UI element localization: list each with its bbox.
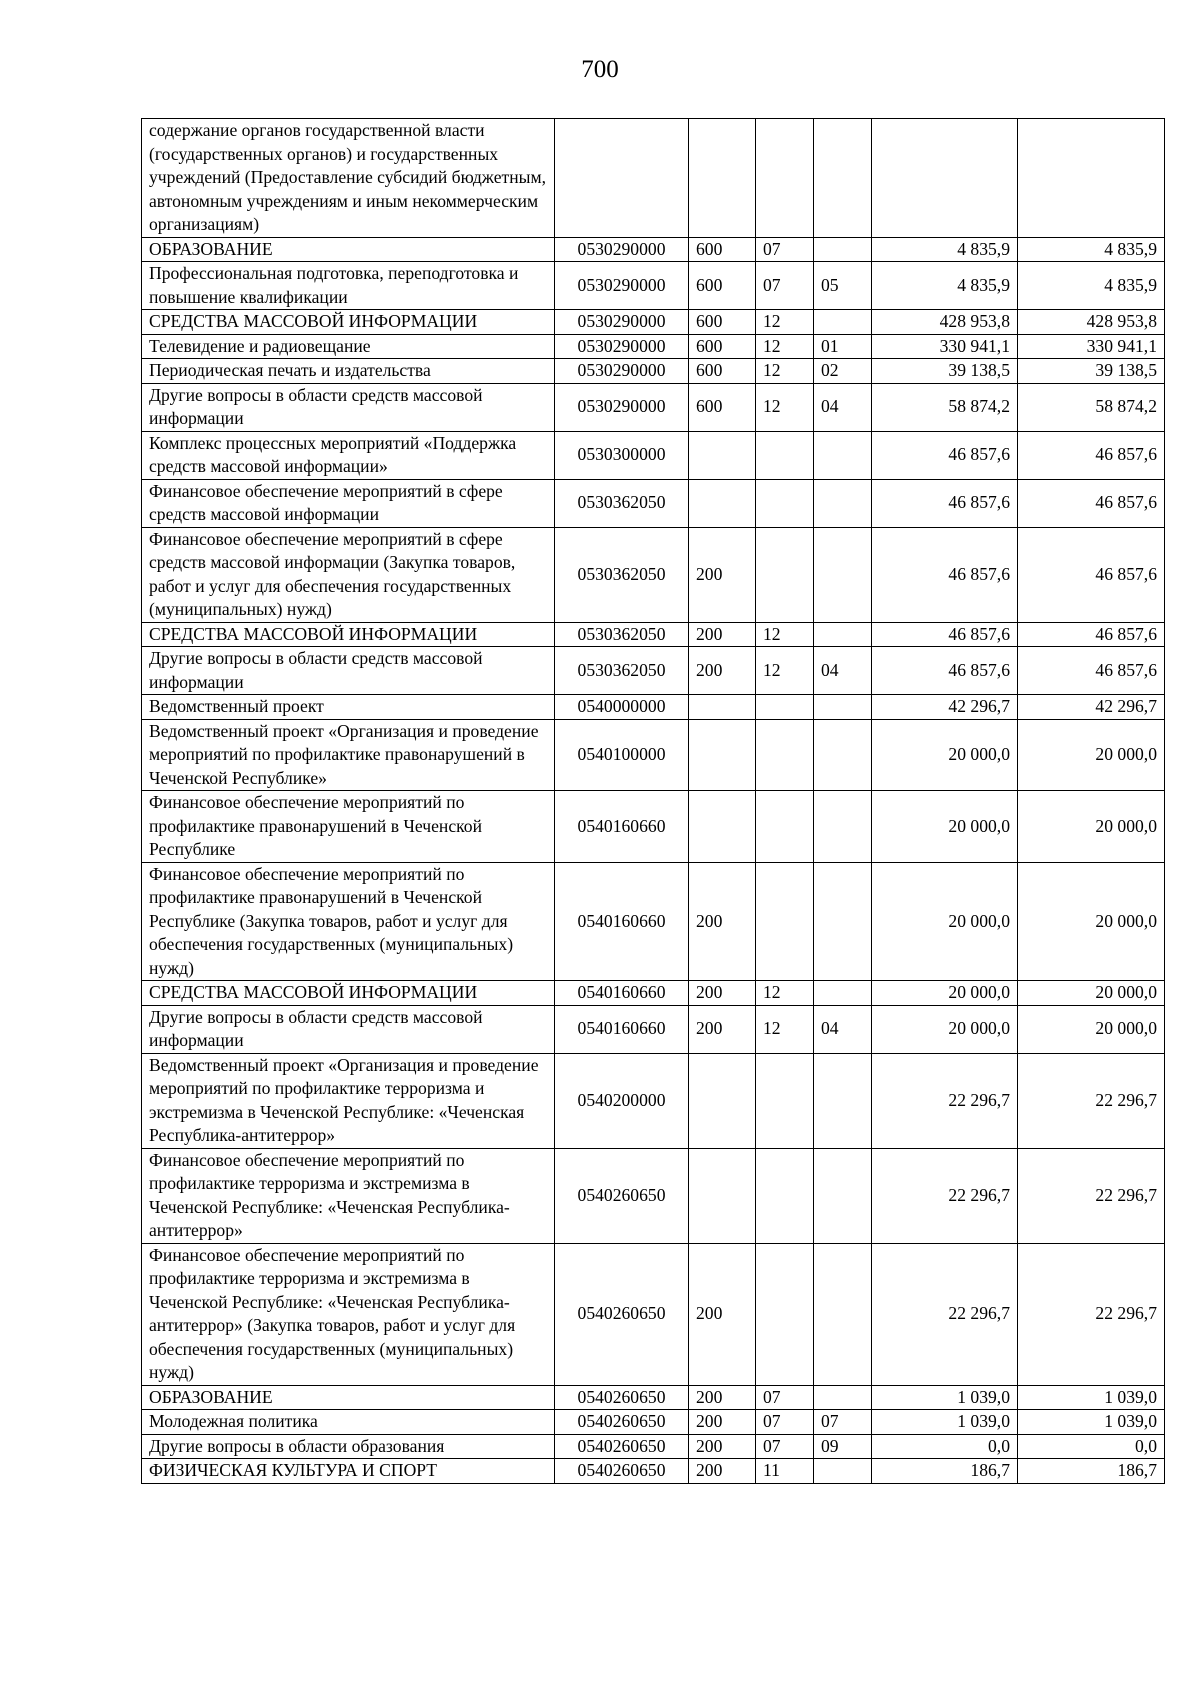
row-name-cell: Ведомственный проект «Организация и проведение мероприятий по профилактике терроризма и экстремизма в Чеченской Республике: «Чеченская Республика-антитеррор» <box>142 1053 555 1148</box>
row-code-cell: 0540260650 <box>555 1459 689 1484</box>
table-row <box>142 119 1165 238</box>
row-sum2-cell: 22 296,7 <box>1018 1148 1165 1243</box>
table-row <box>142 479 1165 527</box>
page-number: 700 <box>581 56 619 83</box>
row-pr-cell <box>814 1459 872 1484</box>
row-vr-cell <box>689 431 756 479</box>
row-name-cell: Финансовое обеспечение мероприятий по профилактике правонарушений в Чеченской Республике (Закупка товаров, работ и услуг для обеспечения государственных (муниципальных) нужд) <box>142 862 555 981</box>
row-pr-cell <box>814 1053 872 1148</box>
table-row <box>142 262 1165 310</box>
row-rz-cell: 12 <box>756 647 814 695</box>
row-sum1-cell: 330 941,1 <box>872 334 1018 359</box>
table-row <box>142 1385 1165 1410</box>
table-row <box>142 791 1165 863</box>
table-row <box>142 862 1165 981</box>
row-code-cell: 0540000000 <box>555 695 689 720</box>
row-sum1-cell: 22 296,7 <box>872 1053 1018 1148</box>
row-name-cell: СРЕДСТВА МАССОВОЙ ИНФОРМАЦИИ <box>142 622 555 647</box>
row-rz-cell <box>756 1053 814 1148</box>
row-sum2-cell: 46 857,6 <box>1018 527 1165 622</box>
row-sum1-cell: 428 953,8 <box>872 310 1018 335</box>
row-vr-cell <box>689 719 756 791</box>
row-name-cell: ОБРАЗОВАНИЕ <box>142 1385 555 1410</box>
row-rz-cell: 11 <box>756 1459 814 1484</box>
row-sum2-cell: 20 000,0 <box>1018 862 1165 981</box>
row-name-cell: ОБРАЗОВАНИЕ <box>142 237 555 262</box>
row-sum1-cell: 0,0 <box>872 1434 1018 1459</box>
table-row <box>142 359 1165 384</box>
row-code-cell: 0530290000 <box>555 359 689 384</box>
row-vr-cell <box>689 1053 756 1148</box>
row-pr-cell <box>814 431 872 479</box>
row-sum2-cell: 20 000,0 <box>1018 791 1165 863</box>
row-rz-cell <box>756 695 814 720</box>
row-code-cell: 0540160660 <box>555 862 689 981</box>
row-vr-cell: 600 <box>689 237 756 262</box>
row-sum1-cell: 42 296,7 <box>872 695 1018 720</box>
row-sum1-cell: 46 857,6 <box>872 622 1018 647</box>
table-row <box>142 981 1165 1006</box>
row-rz-cell: 12 <box>756 334 814 359</box>
row-rz-cell <box>756 527 814 622</box>
table-row <box>142 383 1165 431</box>
row-rz-cell: 12 <box>756 622 814 647</box>
row-rz-cell <box>756 119 814 238</box>
row-vr-cell: 200 <box>689 622 756 647</box>
row-pr-cell <box>814 791 872 863</box>
row-rz-cell: 07 <box>756 1434 814 1459</box>
row-code-cell: 0540260650 <box>555 1410 689 1435</box>
row-sum2-cell: 22 296,7 <box>1018 1243 1165 1385</box>
row-sum2-cell: 330 941,1 <box>1018 334 1165 359</box>
row-name-cell: Другие вопросы в области средств массовой информации <box>142 383 555 431</box>
row-code-cell: 0530362050 <box>555 527 689 622</box>
table-row <box>142 1410 1165 1435</box>
row-pr-cell: 01 <box>814 334 872 359</box>
row-vr-cell <box>689 791 756 863</box>
row-sum2-cell: 20 000,0 <box>1018 1005 1165 1053</box>
row-sum1-cell: 1 039,0 <box>872 1410 1018 1435</box>
row-code-cell: 0540260650 <box>555 1434 689 1459</box>
row-rz-cell: 07 <box>756 262 814 310</box>
row-sum1-cell: 20 000,0 <box>872 981 1018 1006</box>
row-sum2-cell: 0,0 <box>1018 1434 1165 1459</box>
table-row <box>142 719 1165 791</box>
row-vr-cell <box>689 479 756 527</box>
row-sum2-cell: 58 874,2 <box>1018 383 1165 431</box>
row-code-cell: 0530362050 <box>555 479 689 527</box>
row-vr-cell: 200 <box>689 647 756 695</box>
row-pr-cell <box>814 862 872 981</box>
row-pr-cell <box>814 310 872 335</box>
row-pr-cell <box>814 479 872 527</box>
row-rz-cell <box>756 719 814 791</box>
table-body <box>142 119 1165 1484</box>
row-sum2-cell: 20 000,0 <box>1018 981 1165 1006</box>
row-sum2-cell: 39 138,5 <box>1018 359 1165 384</box>
row-name-cell: содержание органов государственной власти (государственных органов) и государственных учреждений (Предоставление субсидий бюджетным, автономным учреждениям и иным некоммерческим организациям) <box>142 119 555 238</box>
row-name-cell: Финансовое обеспечение мероприятий по профилактике правонарушений в Чеченской Республике <box>142 791 555 863</box>
row-rz-cell <box>756 1148 814 1243</box>
row-sum1-cell: 20 000,0 <box>872 719 1018 791</box>
row-pr-cell <box>814 119 872 238</box>
row-sum1-cell: 22 296,7 <box>872 1148 1018 1243</box>
row-sum1-cell <box>872 119 1018 238</box>
row-pr-cell <box>814 695 872 720</box>
row-code-cell: 0530362050 <box>555 647 689 695</box>
table-row <box>142 1053 1165 1148</box>
row-name-cell: Комплекс процессных мероприятий «Поддержка средств массовой информации» <box>142 431 555 479</box>
row-sum2-cell: 4 835,9 <box>1018 237 1165 262</box>
row-rz-cell: 12 <box>756 383 814 431</box>
row-pr-cell: 04 <box>814 383 872 431</box>
row-rz-cell <box>756 791 814 863</box>
table-row <box>142 1005 1165 1053</box>
row-pr-cell: 09 <box>814 1434 872 1459</box>
row-sum2-cell: 46 857,6 <box>1018 479 1165 527</box>
row-code-cell: 0530290000 <box>555 237 689 262</box>
row-sum2-cell: 186,7 <box>1018 1459 1165 1484</box>
row-code-cell: 0540200000 <box>555 1053 689 1148</box>
row-pr-cell <box>814 981 872 1006</box>
row-code-cell: 0540160660 <box>555 1005 689 1053</box>
table-row <box>142 431 1165 479</box>
row-vr-cell: 200 <box>689 527 756 622</box>
row-sum1-cell: 39 138,5 <box>872 359 1018 384</box>
row-sum1-cell: 1 039,0 <box>872 1385 1018 1410</box>
table-row <box>142 1148 1165 1243</box>
row-pr-cell <box>814 1148 872 1243</box>
row-sum1-cell: 46 857,6 <box>872 431 1018 479</box>
row-vr-cell: 600 <box>689 310 756 335</box>
table-row <box>142 527 1165 622</box>
row-code-cell: 0540160660 <box>555 791 689 863</box>
row-sum1-cell: 20 000,0 <box>872 791 1018 863</box>
row-sum2-cell: 42 296,7 <box>1018 695 1165 720</box>
table-row <box>142 1243 1165 1385</box>
row-code-cell: 0540260650 <box>555 1385 689 1410</box>
row-rz-cell: 12 <box>756 310 814 335</box>
row-sum2-cell <box>1018 119 1165 238</box>
row-sum1-cell: 4 835,9 <box>872 262 1018 310</box>
row-pr-cell: 04 <box>814 647 872 695</box>
row-name-cell: Периодическая печать и издательства <box>142 359 555 384</box>
row-vr-cell: 200 <box>689 981 756 1006</box>
table-row <box>142 310 1165 335</box>
row-pr-cell <box>814 527 872 622</box>
table-row <box>142 647 1165 695</box>
row-code-cell: 0530290000 <box>555 334 689 359</box>
row-sum2-cell: 22 296,7 <box>1018 1053 1165 1148</box>
row-sum2-cell: 1 039,0 <box>1018 1410 1165 1435</box>
row-rz-cell <box>756 1243 814 1385</box>
row-name-cell: СРЕДСТВА МАССОВОЙ ИНФОРМАЦИИ <box>142 981 555 1006</box>
row-pr-cell <box>814 719 872 791</box>
row-rz-cell: 12 <box>756 981 814 1006</box>
table-row <box>142 237 1165 262</box>
row-name-cell: Другие вопросы в области образования <box>142 1434 555 1459</box>
row-code-cell: 0530300000 <box>555 431 689 479</box>
row-rz-cell: 07 <box>756 1410 814 1435</box>
row-name-cell: ФИЗИЧЕСКАЯ КУЛЬТУРА И СПОРТ <box>142 1459 555 1484</box>
table-row <box>142 622 1165 647</box>
row-code-cell: 0540260650 <box>555 1148 689 1243</box>
row-vr-cell <box>689 1148 756 1243</box>
row-code-cell: 0530290000 <box>555 383 689 431</box>
row-name-cell: СРЕДСТВА МАССОВОЙ ИНФОРМАЦИИ <box>142 310 555 335</box>
row-pr-cell <box>814 622 872 647</box>
row-code-cell: 0540260650 <box>555 1243 689 1385</box>
row-name-cell: Профессиональная подготовка, переподготовка и повышение квалификации <box>142 262 555 310</box>
row-pr-cell: 07 <box>814 1410 872 1435</box>
row-name-cell: Ведомственный проект <box>142 695 555 720</box>
row-sum2-cell: 1 039,0 <box>1018 1385 1165 1410</box>
row-pr-cell: 05 <box>814 262 872 310</box>
row-name-cell: Молодежная политика <box>142 1410 555 1435</box>
row-pr-cell <box>814 237 872 262</box>
row-name-cell: Телевидение и радиовещание <box>142 334 555 359</box>
row-vr-cell: 600 <box>689 359 756 384</box>
row-pr-cell: 02 <box>814 359 872 384</box>
row-rz-cell: 07 <box>756 1385 814 1410</box>
row-code-cell: 0530362050 <box>555 622 689 647</box>
row-sum1-cell: 46 857,6 <box>872 527 1018 622</box>
row-sum2-cell: 20 000,0 <box>1018 719 1165 791</box>
row-name-cell: Финансовое обеспечение мероприятий по профилактике терроризма и экстремизма в Чеченской Республике: «Чеченская Республика-антитеррор» (Закупка товаров, работ и услуг для обеспечения государственных (муниципальных) нужд) <box>142 1243 555 1385</box>
row-name-cell: Финансовое обеспечение мероприятий по профилактике терроризма и экстремизма в Чеченской Республике: «Чеченская Республика-антитеррор» <box>142 1148 555 1243</box>
row-name-cell: Финансовое обеспечение мероприятий в сфере средств массовой информации <box>142 479 555 527</box>
row-code-cell: 0540160660 <box>555 981 689 1006</box>
row-rz-cell <box>756 479 814 527</box>
table-row <box>142 334 1165 359</box>
row-vr-cell <box>689 119 756 238</box>
row-vr-cell: 200 <box>689 1434 756 1459</box>
budget-table <box>141 118 1165 1484</box>
row-sum2-cell: 46 857,6 <box>1018 431 1165 479</box>
row-vr-cell: 200 <box>689 862 756 981</box>
row-pr-cell <box>814 1243 872 1385</box>
row-pr-cell: 04 <box>814 1005 872 1053</box>
row-rz-cell: 07 <box>756 237 814 262</box>
row-vr-cell <box>689 695 756 720</box>
row-vr-cell: 200 <box>689 1005 756 1053</box>
table-row <box>142 695 1165 720</box>
row-code-cell <box>555 119 689 238</box>
row-vr-cell: 600 <box>689 383 756 431</box>
row-vr-cell: 200 <box>689 1385 756 1410</box>
row-rz-cell: 12 <box>756 1005 814 1053</box>
row-vr-cell: 600 <box>689 262 756 310</box>
table-row <box>142 1459 1165 1484</box>
row-sum1-cell: 46 857,6 <box>872 479 1018 527</box>
row-vr-cell: 200 <box>689 1410 756 1435</box>
row-vr-cell: 200 <box>689 1243 756 1385</box>
row-code-cell: 0530290000 <box>555 310 689 335</box>
row-name-cell: Другие вопросы в области средств массовой информации <box>142 1005 555 1053</box>
row-sum1-cell: 58 874,2 <box>872 383 1018 431</box>
row-sum2-cell: 46 857,6 <box>1018 622 1165 647</box>
row-sum2-cell: 4 835,9 <box>1018 262 1165 310</box>
row-vr-cell: 200 <box>689 1459 756 1484</box>
row-name-cell: Финансовое обеспечение мероприятий в сфере средств массовой информации (Закупка товаров, работ и услуг для обеспечения государственных (муниципальных) нужд) <box>142 527 555 622</box>
row-pr-cell <box>814 1385 872 1410</box>
row-code-cell: 0540100000 <box>555 719 689 791</box>
row-sum2-cell: 428 953,8 <box>1018 310 1165 335</box>
row-sum1-cell: 20 000,0 <box>872 1005 1018 1053</box>
row-code-cell: 0530290000 <box>555 262 689 310</box>
row-rz-cell <box>756 431 814 479</box>
row-sum2-cell: 46 857,6 <box>1018 647 1165 695</box>
row-name-cell: Другие вопросы в области средств массовой информации <box>142 647 555 695</box>
row-rz-cell: 12 <box>756 359 814 384</box>
row-sum1-cell: 4 835,9 <box>872 237 1018 262</box>
row-rz-cell <box>756 862 814 981</box>
row-name-cell: Ведомственный проект «Организация и проведение мероприятий по профилактике правонарушений в Чеченской Республике» <box>142 719 555 791</box>
table-row <box>142 1434 1165 1459</box>
row-sum1-cell: 20 000,0 <box>872 862 1018 981</box>
row-sum1-cell: 46 857,6 <box>872 647 1018 695</box>
row-vr-cell: 600 <box>689 334 756 359</box>
row-sum1-cell: 186,7 <box>872 1459 1018 1484</box>
row-sum1-cell: 22 296,7 <box>872 1243 1018 1385</box>
